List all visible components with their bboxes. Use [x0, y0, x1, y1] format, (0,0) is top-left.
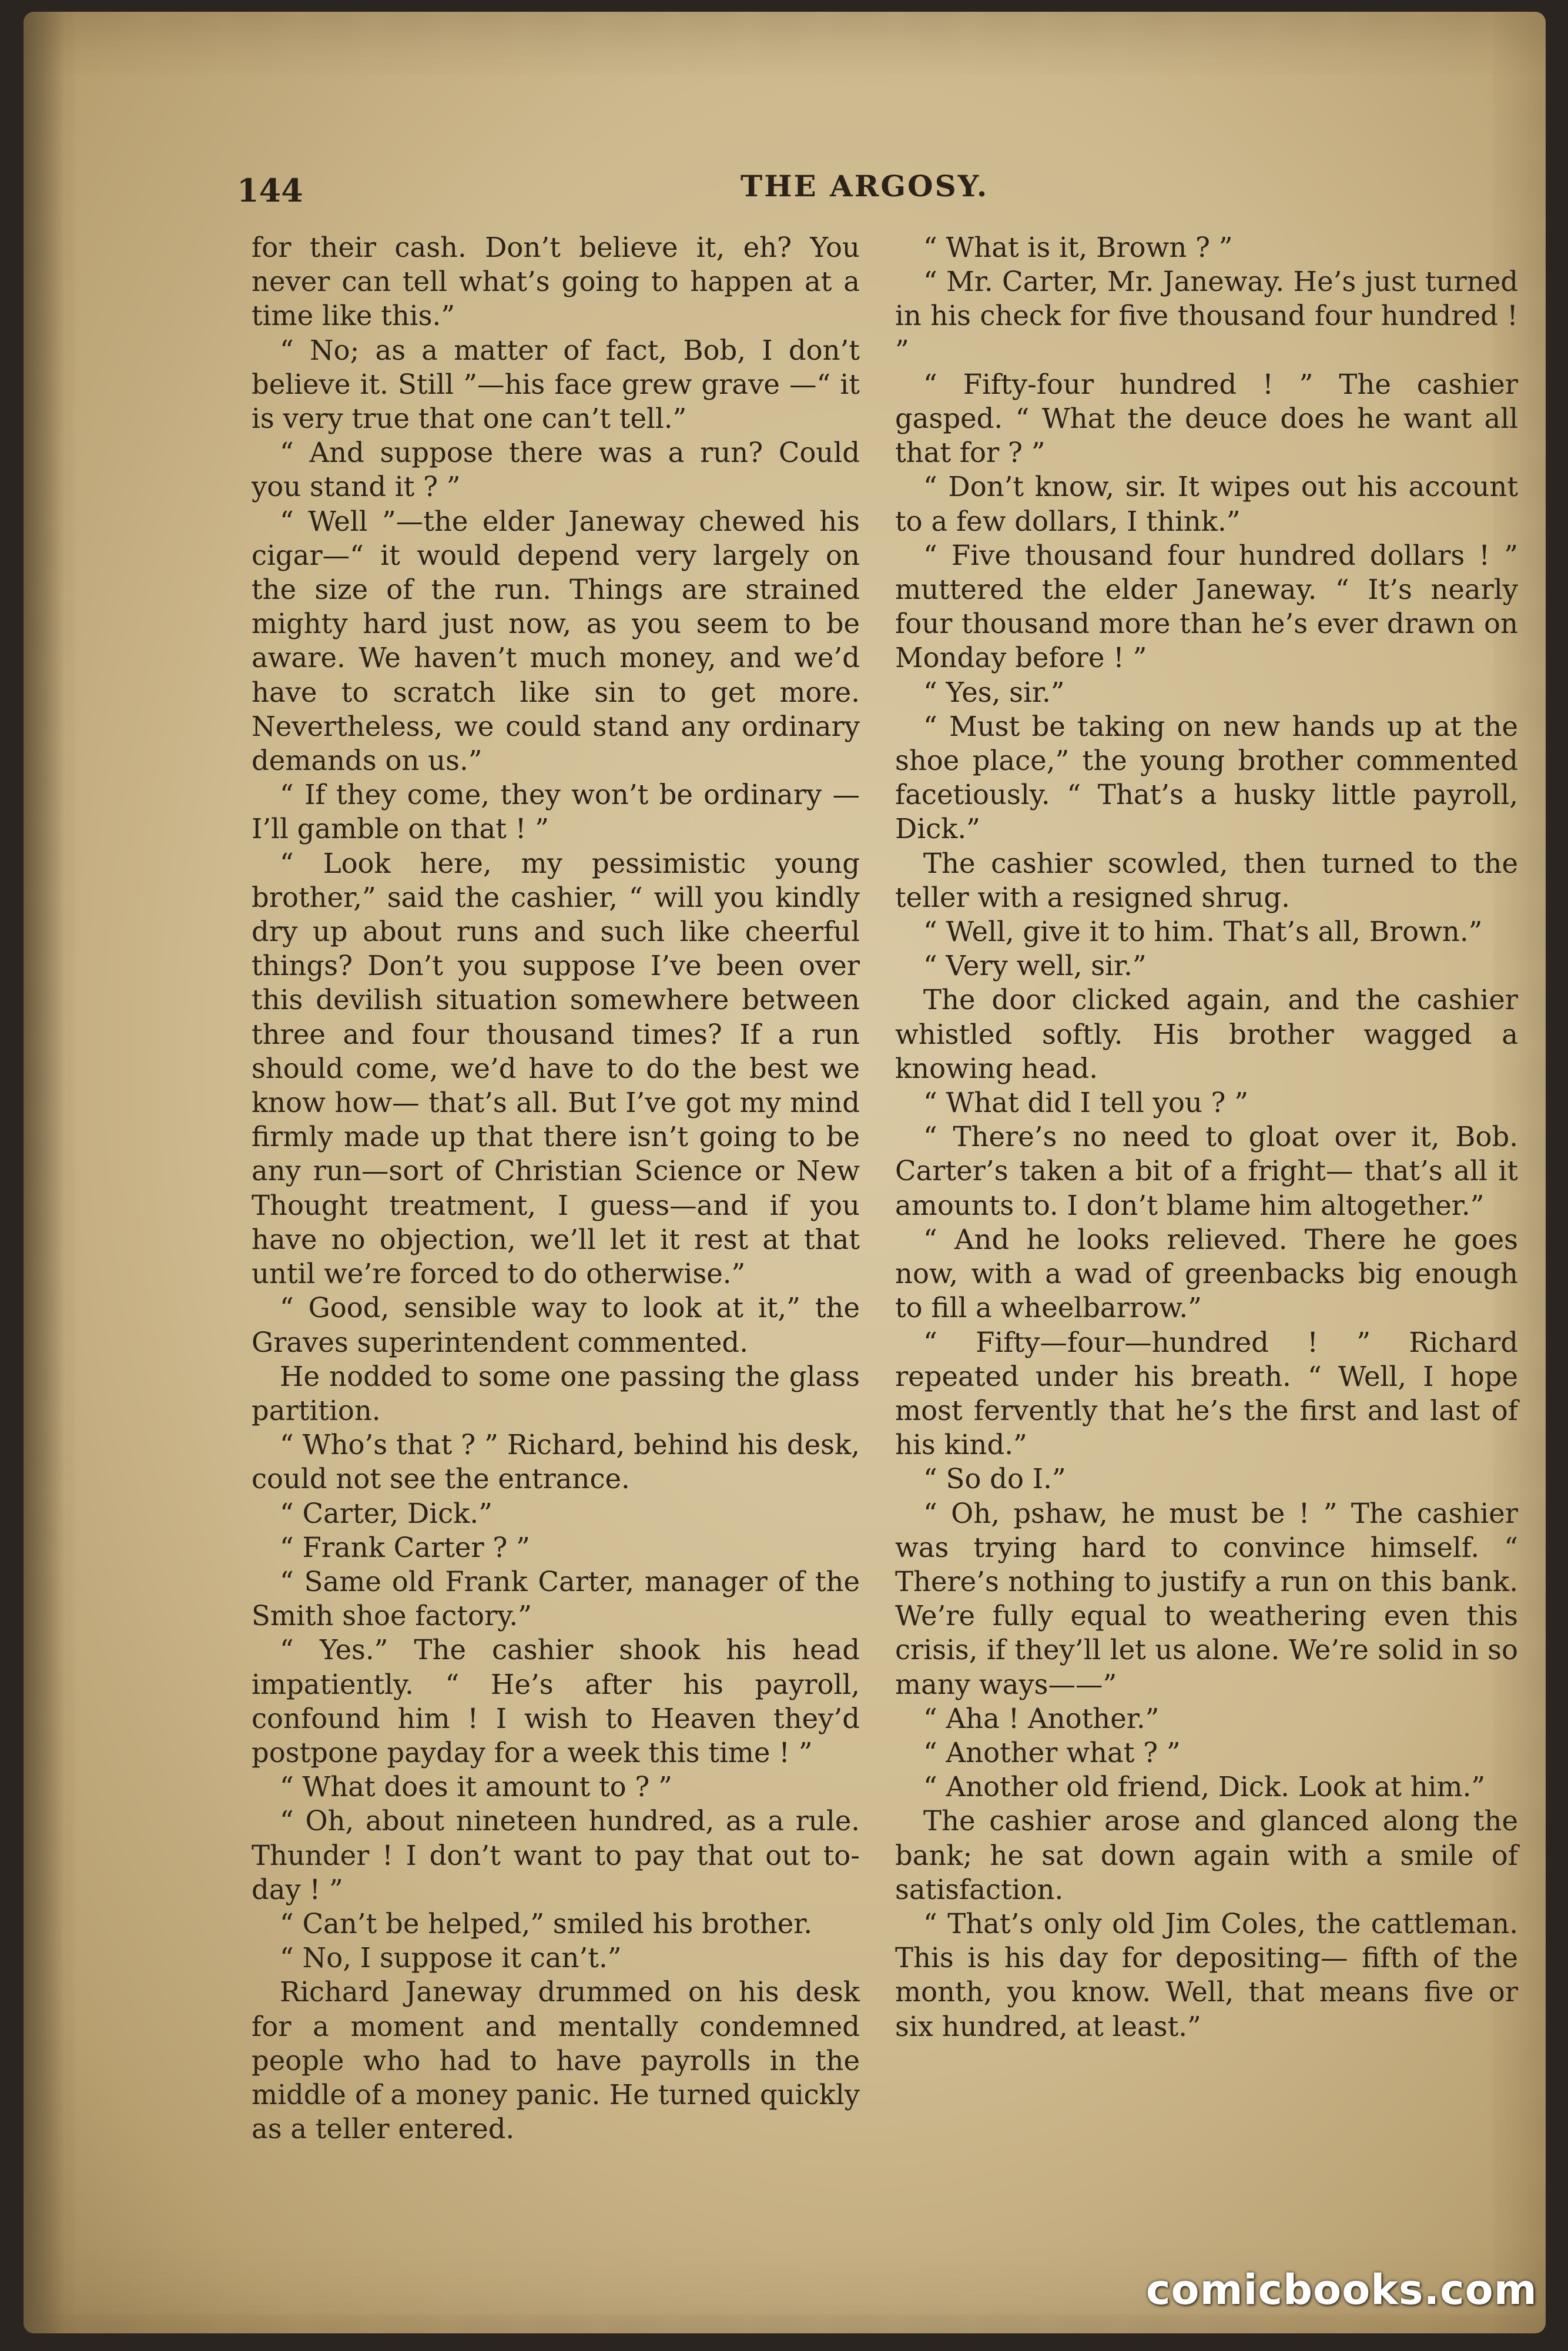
paragraph: “ Yes, sir.”: [923, 676, 1065, 708]
paragraph: “ So do I.”: [923, 1463, 1066, 1495]
paragraph: The cashier scowled, then turned to the teller with a resigned shrug.: [895, 847, 1518, 913]
paragraph: “ What did I tell you ? ”: [923, 1087, 1249, 1119]
magazine-page: [24, 12, 1546, 2333]
page-header: [24, 166, 1546, 219]
paragraph: “ And he looks relieved. There he goes now, with a wad of greenbacks big enough to fill a wheelbarrow.”: [895, 1223, 1518, 1324]
paragraph: “ Same old Frank Carter, manager of the Smith shoe factory.”: [252, 1565, 860, 1632]
paragraph: “ And suppose there was a run? Could you stand it ? ”: [252, 437, 860, 503]
right-column: [895, 230, 1518, 2044]
paragraph: “ Very well, sir.”: [923, 950, 1147, 982]
paragraph: “ Yes.” The cashier shook his head impatiently. “ He’s after his payroll, confound him ! I wish to Heaven they’d postpone payday for a week this time ! ”: [252, 1634, 860, 1769]
paragraph: “ Good, sensible way to look at it,” the Graves superintendent commented.: [252, 1292, 860, 1358]
paragraph: for their cash. Don’t believe it, eh? You never can tell what’s going to happen at a time like this.”: [252, 232, 860, 332]
paragraph: “ Who’s that ? ” Richard, behind his desk, could not see the entrance.: [252, 1429, 860, 1495]
page-number: 144: [237, 172, 303, 209]
running-title: THE ARGOSY.: [741, 169, 989, 203]
paragraph: He nodded to some one passing the glass partition.: [252, 1360, 860, 1426]
watermark-text: comicbooks.com: [1146, 2266, 1537, 2314]
paragraph: “ Well, give it to him. That’s all, Brown.”: [923, 916, 1483, 948]
paragraph: “ What does it amount to ? ”: [280, 1771, 672, 1803]
paragraph: The cashier arose and glanced along the bank; he sat down again with a smile of satisfaction.: [895, 1805, 1518, 1905]
paragraph: “ Five thousand four hundred dollars ! ” muttered the elder Janeway. “ It’s nearly four thousand more than he’s ever drawn on Monday before ! ”: [895, 539, 1518, 674]
paragraph: “ What is it, Brown ? ”: [923, 232, 1233, 263]
paragraph: “ No; as a matter of fact, Bob, I don’t believe it. Still ”—his face grew grave —“ it is very true that one can’t tell.”: [252, 334, 860, 435]
paragraph: “ Mr. Carter, Mr. Janeway. He’s just turned in his check for five thousand four hundred ! ”: [895, 266, 1518, 366]
paragraph: “ Fifty—four—hundred ! ” Richard repeated under his breath. “ Well, I hope most fervently that he’s the first and last of his kind.”: [895, 1326, 1518, 1461]
paragraph: “ Aha ! Another.”: [923, 1702, 1160, 1734]
paragraph: “ Well ”—the elder Janeway chewed his cigar—“ it would depend very largely on the size of the run. Things are strained mighty hard just now, as you seem to be aware. We haven’t much money, and we’d have to scratch like sin to get more. Nevertheless, we could stand any ordinary demands on us.”: [252, 505, 860, 777]
paragraph: “ No, I suppose it can’t.”: [280, 1942, 622, 1974]
paragraph: “ Frank Carter ? ”: [280, 1531, 530, 1563]
paragraph: Richard Janeway drummed on his desk for a moment and mentally condemned people who had to have payrolls in the middle of a money panic. He turned quickly as a teller entered.: [252, 1976, 860, 2145]
paragraph: “ Another what ? ”: [923, 1736, 1181, 1769]
paragraph: “ Fifty-four hundred ! ” The cashier gasped. “ What the deuce does he want all that for ? ”: [895, 368, 1518, 469]
paragraph: “ Can’t be helped,” smiled his brother.: [280, 1907, 813, 1940]
paragraph: The door clicked again, and the cashier whistled softly. His brother wagged a knowing head.: [895, 984, 1518, 1084]
left-column: [252, 230, 860, 2146]
paragraph: “ Oh, about nineteen hundred, as a rule. Thunder ! I don’t want to pay that out to-day ! ”: [252, 1805, 860, 1905]
paragraph: “ If they come, they won’t be ordinary —I’ll gamble on that ! ”: [252, 779, 860, 845]
paragraph: “ Another old friend, Dick. Look at him.”: [923, 1771, 1486, 1803]
paragraph: “ Carter, Dick.”: [280, 1497, 492, 1529]
paragraph: “ Oh, pshaw, he must be ! ” The cashier was trying hard to convince himself. “ There’s nothing to justify a run on this bank. We’re fully equal to weathering even this crisis, if they’ll let us alone. We’re solid in so many ways——”: [895, 1497, 1518, 1700]
paragraph: “ There’s no need to gloat over it, Bob. Carter’s taken a bit of a fright— that’s all it amounts to. I don’t blame him altogether.”: [895, 1121, 1518, 1221]
paragraph: “ Look here, my pessimistic young brother,” said the cashier, “ will you kindly dry up about runs and such like cheerful things? Don’t you suppose I’ve been over this devilish situation somewhere between three and four thousand times? If a run should come, we’d have to do the best we know how— that’s all. But I’ve got my mind firmly made up that there isn’t going to be any run—sort of Christian Science or New Thought treatment, I guess—and if you have no objection, we’ll let it rest at that until we’re forced to do otherwise.”: [252, 847, 860, 1290]
paragraph: “ Must be taking on new hands up at the shoe place,” the young brother commented facetiously. “ That’s a husky little payroll, Dick.”: [895, 710, 1518, 845]
paragraph: “ That’s only old Jim Coles, the cattleman. This is his day for depositing— fifth of the month, you know. Well, that means five or six hundred, at least.”: [895, 1907, 1518, 2042]
page-spine-shadow: [24, 12, 65, 2333]
paragraph: “ Don’t know, sir. It wipes out his account to a few dollars, I think.”: [895, 471, 1518, 537]
